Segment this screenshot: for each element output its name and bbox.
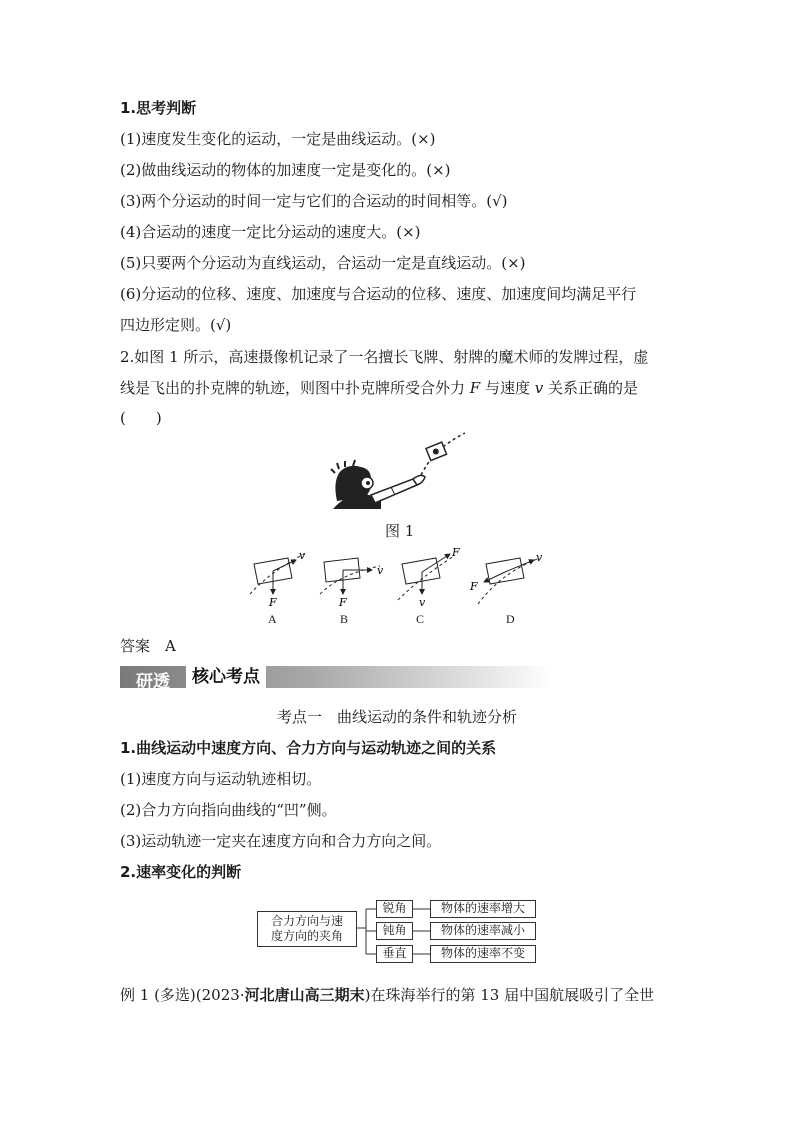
option-b-diagram	[320, 558, 384, 609]
judgement-item-4: (4)合运动的速度一定比分运动的速度大。(×)	[120, 223, 421, 241]
answer-blank: ( )	[120, 409, 162, 427]
figure-caption: 图 1	[385, 522, 415, 540]
judgement-item-6: (6)分运动的位移、速度、加速度与合运动的位移、速度、加速度间均满足平行	[120, 285, 637, 303]
options-figure	[240, 548, 550, 612]
magician-figure	[325, 423, 475, 513]
svg-text:v: v	[377, 564, 384, 577]
option-d-label: D	[506, 612, 515, 626]
diagram-result-increase: 物体的速率增大	[430, 900, 536, 918]
question-2-line-1: 2.如图 1 所示，高速摄像机记录了一名擅长飞牌、射牌的魔术师的发牌过程，虚	[120, 348, 649, 366]
diagram-root-box: 合力方向与速 度方向的夹角	[257, 911, 357, 947]
judgement-item-1: (1)速度发生变化的运动，一定是曲线运动。(×)	[120, 130, 436, 148]
diagram-angle-obtuse: 钝角	[376, 922, 413, 940]
banner-right-text: 核心考点	[186, 666, 266, 688]
part-1-item-1: (1)速度方向与运动轨迹相切。	[120, 770, 322, 788]
diagram-result-constant: 物体的速率不变	[430, 945, 536, 963]
section-banner	[120, 666, 552, 692]
option-c-diagram	[398, 548, 460, 609]
judgement-item-6-cont: 四边形定则。(√)	[120, 316, 232, 334]
banner-left-text: 研透	[136, 672, 170, 692]
diagram-result-decrease: 物体的速率减小	[430, 922, 536, 940]
judgement-item-5: (5)只要两个分运动为直线运动，合运动一定是直线运动。(×)	[120, 254, 526, 272]
svg-text:F: F	[470, 580, 478, 593]
playing-card-icon	[426, 442, 447, 460]
section-heading-judgement: 1.思考判断	[120, 99, 197, 117]
option-c-label: C	[416, 612, 425, 626]
option-d-diagram	[469, 551, 543, 604]
topic-title: 考点一 曲线运动的条件和轨迹分析	[276, 708, 517, 726]
svg-text:v: v	[419, 596, 426, 609]
part-2-heading: 2.速率变化的判断	[120, 863, 242, 881]
diagram-angle-perpendicular: 垂直	[376, 945, 413, 963]
part-1-heading: 1.曲线运动中速度方向、合力方向与运动轨迹之间的关系	[120, 739, 497, 757]
answer-line: 答案 A	[120, 637, 176, 655]
judgement-item-3: (3)两个分运动的时间一定与它们的合运动的时间相等。(√)	[120, 192, 508, 210]
option-a-label: A	[268, 612, 277, 626]
svg-text:F: F	[269, 596, 277, 609]
judgement-item-2: (2)做曲线运动的物体的加速度一定是变化的。(×)	[120, 161, 451, 179]
svg-text:v: v	[536, 551, 543, 564]
option-a-diagram	[250, 549, 306, 609]
part-1-item-3: (3)运动轨迹一定夹在速度方向和合力方向之间。	[120, 832, 442, 850]
svg-text:v: v	[299, 549, 306, 562]
diagram-angle-acute: 锐角	[376, 900, 413, 918]
svg-text:F: F	[339, 596, 347, 609]
question-2-line-2: 线是飞出的扑克牌的轨迹，则图中扑克牌所受合外力 F 与速度 v 关系正确的是	[120, 379, 639, 397]
svg-text:F: F	[452, 548, 460, 559]
example-1-line: 例 1 (多选)(2023·河北唐山高三期末)在珠海举行的第 13 届中国航展吸引了全世	[120, 986, 655, 1004]
option-b-label: B	[340, 612, 349, 626]
part-1-item-2: (2)合力方向指向曲线的“凹”侧。	[120, 801, 337, 819]
